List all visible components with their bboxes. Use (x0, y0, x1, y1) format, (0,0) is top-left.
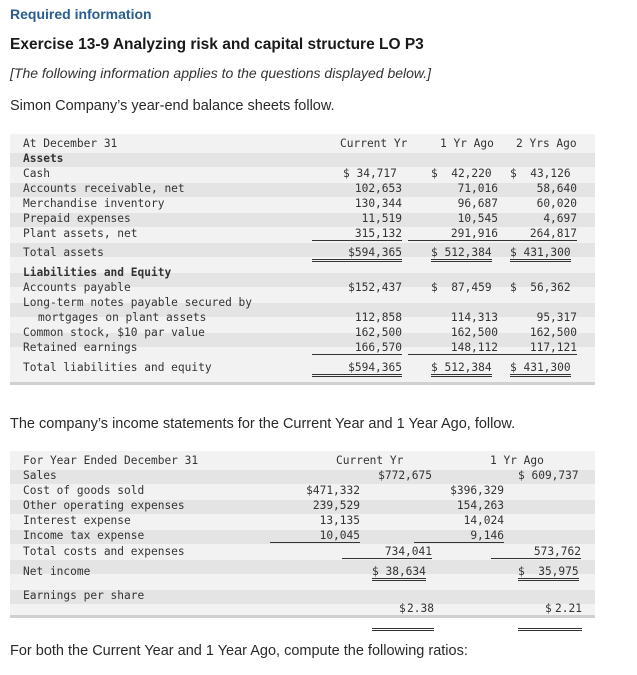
bs-header-label: At December 31 (23, 137, 118, 150)
tax-1yr: 9,146 (414, 529, 504, 543)
total-assets-1yr: $ 512,384 (431, 246, 492, 262)
retained-earnings-2yr: 117,121 (487, 341, 577, 355)
interest-label: Interest expense (23, 514, 131, 527)
row-1yr: 291,916 (408, 227, 498, 241)
ltn-1yr: 114,313 (450, 311, 498, 324)
net-income-cur: $ 38,634 (372, 565, 426, 581)
eps-1yr-sign: $ (544, 602, 552, 615)
total-assets-label: Total assets (23, 246, 104, 259)
common-stock-2yr: 162,500 (529, 326, 577, 339)
common-stock-label: Common stock, $10 par value (23, 326, 205, 339)
row-label: Accounts receivable, net (23, 182, 185, 195)
common-stock-1yr: 162,500 (450, 326, 498, 339)
row-cur: 11,519 (361, 212, 402, 225)
row-2yr: 264,817 (487, 227, 577, 241)
required-information-heading: Required information (10, 6, 152, 22)
row-1yr: 96,687 (457, 197, 498, 210)
row-label: Plant assets, net (23, 227, 138, 240)
row-label: Cash (23, 167, 50, 180)
ltn-label-1: Long-term notes payable secured by (23, 296, 253, 309)
bs-col-current: Current Yr (340, 137, 408, 150)
opex-1yr: 154,263 (456, 499, 504, 512)
row-cur: 102,653 (354, 182, 402, 195)
bs-col-2yr: 2 Yrs Ago (516, 137, 577, 150)
tax-cur: 10,045 (270, 529, 360, 543)
sales-cur: $772,675 (378, 469, 432, 482)
row-cur: 315,132 (312, 227, 402, 241)
opex-label: Other operating expenses (23, 499, 185, 512)
total-costs-label: Total costs and expenses (23, 545, 185, 558)
is-col-1yr: 1 Yr Ago (490, 454, 544, 467)
total-le-cur: $594,365 (312, 361, 402, 377)
opex-cur: 239,529 (312, 499, 360, 512)
accounts-payable-1yr: $ 87,459 (431, 281, 492, 294)
row-cur: $ 34,717 (343, 167, 397, 180)
total-costs-cur: 734,041 (342, 545, 432, 559)
balance-sheet-table (10, 134, 595, 385)
is-header-label: For Year Ended December 31 (23, 454, 199, 467)
eps-label: Earnings per share (23, 589, 145, 602)
sales-1yr: $ 609,737 (518, 469, 579, 482)
footer-instruction: For both the Current Year and 1 Year Ago, compute the following ratios: (10, 643, 468, 659)
total-assets-2yr: $ 431,300 (510, 246, 571, 262)
eps-1yr-value: 2.21 (555, 602, 582, 615)
row-label: Prepaid expenses (23, 212, 131, 225)
net-income-label: Net income (23, 565, 91, 578)
bs-col-1yr: 1 Yr Ago (440, 137, 494, 150)
ltn-2yr: 95,317 (536, 311, 577, 324)
total-le-1yr: $ 512,384 (431, 361, 492, 377)
balance-sheet-intro: Simon Company’s year-end balance sheets follow. (10, 98, 335, 114)
net-income-1yr: $ 35,975 (518, 565, 579, 581)
ltn-label-2: mortgages on plant assets (38, 311, 207, 324)
cogs-1yr: $396,329 (450, 484, 504, 497)
row-1yr: 10,545 (457, 212, 498, 225)
row-1yr: 71,016 (457, 182, 498, 195)
assets-heading: Assets (23, 152, 64, 165)
retained-earnings-label: Retained earnings (23, 341, 138, 354)
cogs-cur: $471,332 (306, 484, 360, 497)
total-le-2yr: $ 431,300 (510, 361, 571, 377)
accounts-payable-label: Accounts payable (23, 281, 131, 294)
interest-cur: 13,135 (319, 514, 360, 527)
is-col-current: Current Yr (336, 454, 404, 467)
row-1yr: $ 42,220 (431, 167, 492, 180)
row-2yr: $ 43,126 (510, 167, 571, 180)
interest-1yr: 14,024 (463, 514, 504, 527)
exercise-title: Exercise 13-9 Analyzing risk and capital structure LO P3 (10, 36, 424, 53)
total-assets-cur: $594,365 (312, 246, 402, 262)
income-intro: The company’s income statements for the Current Year and 1 Year Ago, follow. (10, 416, 516, 432)
ltn-cur: 112,858 (354, 311, 402, 324)
sales-label: Sales (23, 469, 57, 482)
row-2yr: 60,020 (536, 197, 577, 210)
eps-cur-sign: $ (398, 602, 406, 615)
retained-earnings-cur: 166,570 (312, 341, 402, 355)
eps-1yr-cell (518, 589, 582, 631)
info-note: [The following information applies to the questions displayed below.] (10, 65, 432, 81)
row-label: Merchandise inventory (23, 197, 165, 210)
income-statement-table (10, 451, 595, 618)
row-2yr: 58,640 (536, 182, 577, 195)
row-cur: 130,344 (354, 197, 402, 210)
total-le-label: Total liabilities and equity (23, 361, 212, 374)
total-costs-1yr: 573,762 (491, 545, 581, 559)
eps-cur-value: 2.38 (407, 602, 434, 615)
liabilities-heading: Liabilities and Equity (23, 266, 172, 279)
common-stock-cur: 162,500 (354, 326, 402, 339)
accounts-payable-cur: $152,437 (348, 281, 402, 294)
tax-label: Income tax expense (23, 529, 145, 542)
accounts-payable-2yr: $ 56,362 (510, 281, 571, 294)
eps-cur-cell (372, 589, 434, 631)
retained-earnings-1yr: 148,112 (408, 341, 498, 355)
row-2yr: 4,697 (543, 212, 577, 225)
cogs-label: Cost of goods sold (23, 484, 145, 497)
